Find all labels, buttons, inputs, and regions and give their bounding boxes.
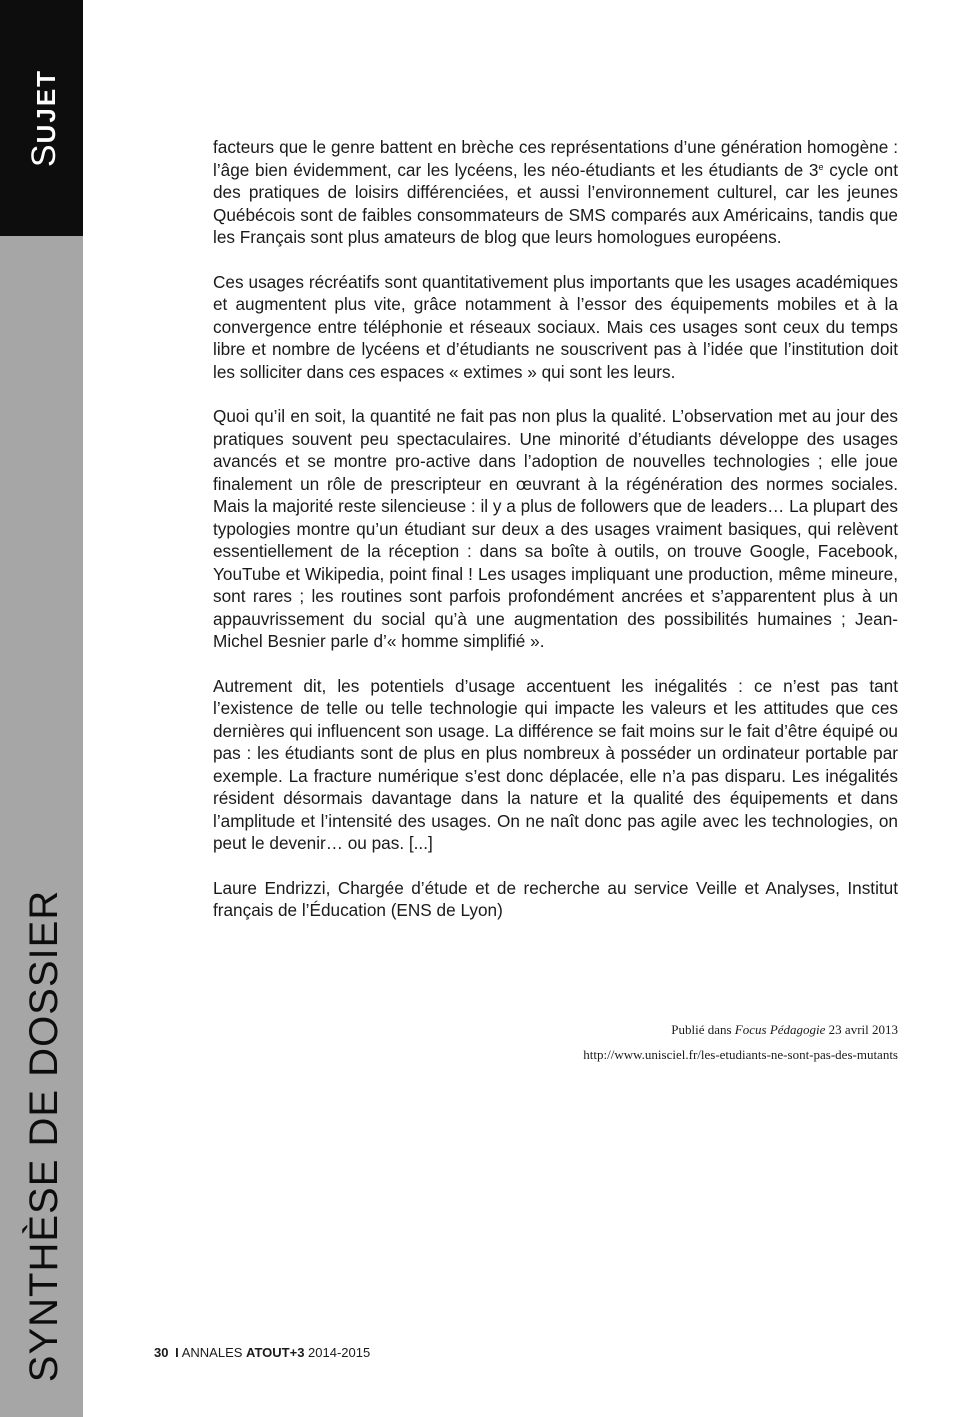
article-body bbox=[213, 136, 898, 944]
paragraph-2: Ces usages récréatifs sont quantitativement plus importants que les usages académiques et augmentent plus vite, grâce notamment à l’essor des équipements mobiles et à la convergence entre téléphonie et réseaux sociaux. Mais ces usages sont ceux du temps libre et nombre de lycéens et d’étudiants ne souscrivent pas à l’idée que l’institution doit les solliciter dans ces espaces « extimes » qui sont les leurs. bbox=[213, 271, 898, 382]
page-number: 30 bbox=[154, 1345, 169, 1360]
source-date: 23 avril 2013 bbox=[825, 1022, 898, 1037]
paragraph-1 bbox=[213, 136, 898, 249]
footer-year: 2014-2015 bbox=[304, 1345, 371, 1360]
footer-separator: I bbox=[175, 1345, 179, 1360]
section-label-synthese: SYNTHÈSE DE DOSSIER bbox=[22, 889, 66, 1383]
source-line bbox=[583, 1017, 898, 1042]
source-prefix: Publié dans bbox=[671, 1022, 735, 1037]
section-label-sujet-rest: UJET bbox=[31, 68, 61, 144]
section-label-sujet bbox=[27, 69, 61, 167]
ordinal-superscript: e bbox=[818, 161, 824, 172]
source-url[interactable]: http://www.unisciel.fr/les-etudiants-ne-sont-pas-des-mutants bbox=[583, 1047, 898, 1062]
section-label-sujet-cap: S bbox=[25, 143, 63, 168]
paragraph-3: Quoi qu’il en soit, la quantité ne fait pas non plus la qualité. L’observation met au jour des pratiques souvent peu spectaculaires. Une minorité d’étudiants développe des usages avancés et se montre pro-active dans l’adoption de nouvelles technologies ; elle joue finalement un rôle de prescripteur en œuvrant à la régénération des normes sociales. Mais la majorité reste silencieuse : il y a plus de followers que de leaders… La plupart des typologies montre qu’un étudiant sur deux a des usages vraiment basiques, qui relèvent essentiellement de la réception : dans sa boîte à outils, on trouve Google, Facebook, YouTube et Wikipedia, point final ! Les usages impliquant une production, même mineure, sont rares ; les routines sont parfois profondément ancrées et s’apparentent plus à un appauvrissement du social qu’à une augmentation des possibilités humaines ; Jean-Michel Besnier parle d’« homme simplifié ». bbox=[213, 406, 898, 651]
paragraph-1-part-a: facteurs que le genre battent en brèche ces représentations d’une génération homogène : l’âge bien évidemment, car les lycéens, les néo-étudiants et les étudiants de 3 bbox=[213, 137, 898, 180]
paragraph-4: Autrement dit, les potentiels d’usage accentuent les inégalités : ce n’est pas tant l’existence de telle ou telle technologie qui impacte les valeurs et les attitudes que ces dernières qui influencent son usage. La différence se fait moins sur le fait d’être équipé ou pas : les étudiants sont de plus en plus nombreux à posséder un ordinateur portable par exemple. La fracture numérique s’est donc déplacée, elle n’a pas disparu. Les inégalités résident désormais davantage dans la nature et la qualité des équipements et dans l’amplitude et l’intensité des usages. On ne naît donc pas agile avec les technologies, on peut le devenir… ou pas. [...] bbox=[213, 675, 898, 853]
footer-label: ANNALES bbox=[181, 1345, 247, 1360]
paragraph-1-part-b: cycle ont des pratiques de loisirs différenciées, et aussi l’environnement culturel, car les jeunes Québécois sont de faibles consommateurs de SMS comparés aux Américains, tandis que les Français sont plus amateurs de blog que leurs homologues européens. bbox=[213, 159, 898, 247]
source-publication: Focus Pédagogie bbox=[734, 1022, 826, 1037]
author-credit: Laure Endrizzi, Chargée d’étude et de recherche au service Veille et Analyses, Institut français de l’Éducation (ENS de Lyon) bbox=[213, 877, 898, 920]
source-citation bbox=[583, 1017, 898, 1067]
page-footer bbox=[154, 1345, 370, 1360]
footer-brand: ATOUT+3 bbox=[246, 1345, 305, 1360]
